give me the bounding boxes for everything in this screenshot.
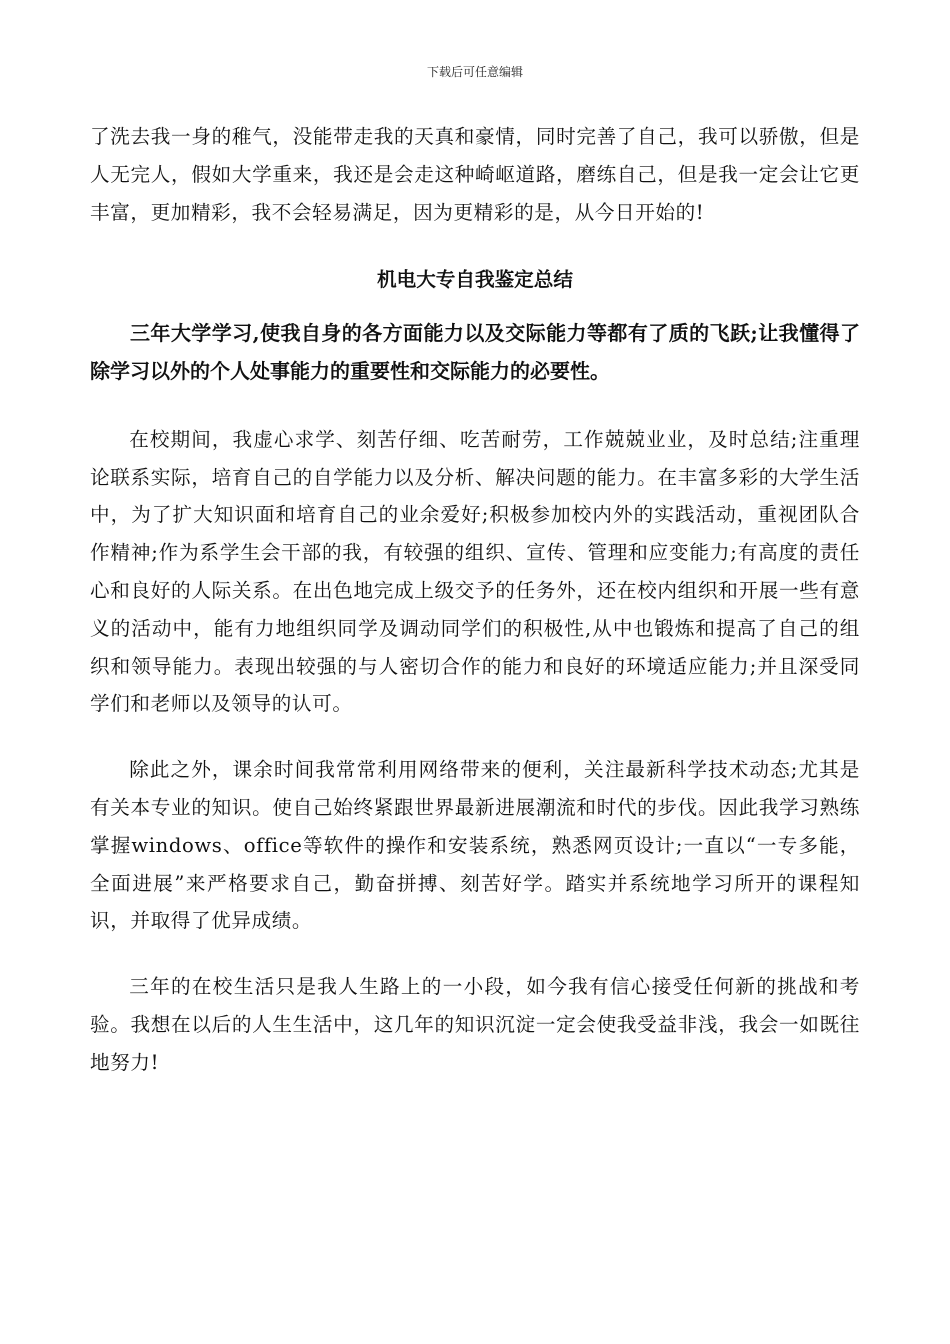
body-paragraph-1: 在校期间，我虚心求学、刻苦仔细、吃苦耐劳，工作兢兢业业，及时总结;注重理论联系实际，培育自己的自学能力以及分析、解决问题的能力。在丰富多彩的大学生活中，为了扩大知识面和培育自己的业余爱好;积极参加校内外的实践活动，重视团队合作精神;作为系学生会干部的我，有较强的组织、宣传、管理和应变能力;有高度的责任心和良好的人际关系。在出色地完成上级交予的任务外，还在校内组织和开展一些有意义的活动中，能有力地组织同学及调动同学们的积极性,从中也锻炼和提高了自己的组织和领导能力。表现出较强的与人密切合作的能力和良好的环境适应能力;并且深受同学们和老师以及领导的认可。 [90, 427, 860, 716]
document-title: 机电大专自我鉴定总结 [377, 268, 573, 292]
body-paragraph-2: 除此之外，课余时间我常常利用网络带来的便利，关注最新科学技术动态;尤其是有关本专业的知识。使自己始终紧跟世界最新进展潮流和时代的步伐。因此我学习熟练掌握windows、office等软件的操作和安装系统，熟悉网页设计;一直以“一专多能，全面进展”来严格要求自己，勤奋拼搏、刻苦好学。踏实并系统地学习所开的课程知识，并取得了优异成绩。 [90, 758, 860, 933]
document-body [90, 118, 860, 1082]
body-paragraph-3: 三年的在校生活只是我人生路上的一小段，如今我有信心接受任何新的挑战和考验。我想在以后的人生生活中，这几年的知识沉淀一定会使我受益非浅，我会一如既往地努力! [90, 975, 860, 1074]
intro-paragraph: 了洗去我一身的稚气，没能带走我的天真和豪情，同时完善了自己，我可以骄傲，但是人无完人，假如大学重来，我还是会走这种崎岖道路，磨练自己，但是我一定会让它更丰富，更加精彩，我不会轻易满足，因为更精彩的是，从今日开始的! [90, 125, 860, 224]
page-header: 下载后可任意编辑 [426, 65, 523, 79]
lead-paragraph: 三年大学学习,使我自身的各方面能力以及交际能力等都有了质的飞跃;让我懂得了除学习以外的个人处事能力的重要性和交际能力的必要性。 [90, 321, 860, 383]
